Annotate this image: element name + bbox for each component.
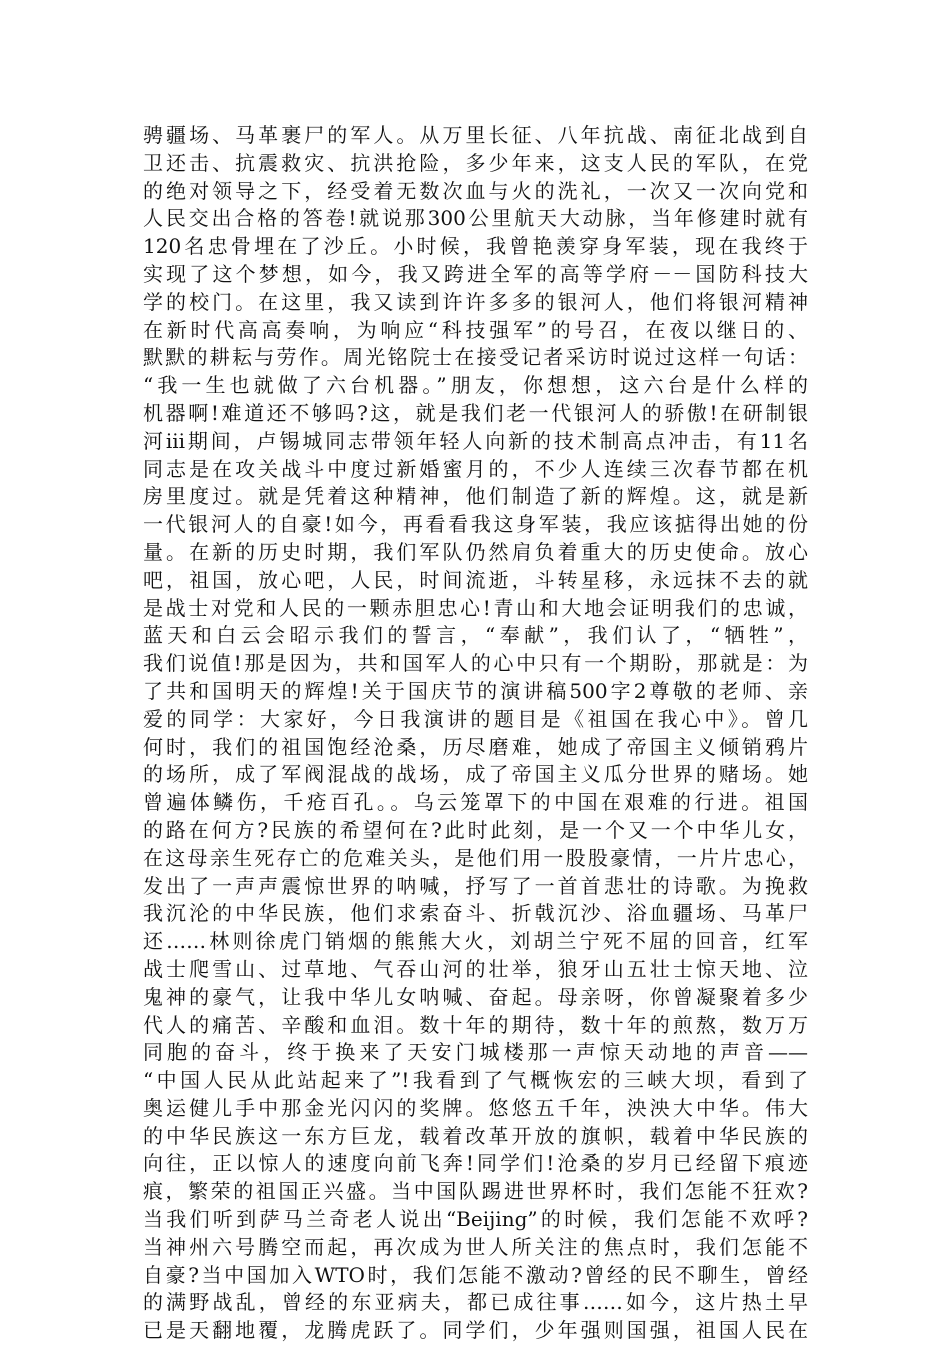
text-line: 奥运健儿手中那金光闪闪的奖牌。悠悠五千年，泱泱大中华。伟大 [143, 1095, 808, 1120]
text-line: 的绝对领导之下，经受着无数次血与火的洗礼，一次又一次向党和 [143, 178, 808, 203]
text-line: 河iii期间，卢锡城同志带领年轻人向新的技术制高点冲击，有11名 [143, 428, 808, 453]
text-line: 的场所，成了军阀混战的战场，成了帝国主义瓜分世界的赌场。她 [143, 762, 808, 787]
text-line: 一代银河人的自豪!如今，再看看我这身军装，我应该掂得出她的份 [143, 512, 808, 537]
text-line: 还……林则徐虎门销烟的熊熊大火，刘胡兰宁死不屈的回音，红军 [143, 929, 808, 954]
text-line: 实现了这个梦想，如今，我又跨进全军的高等学府－－国防科技大 [143, 261, 808, 286]
text-line: 战士爬雪山、过草地、气吞山河的壮举，狼牙山五壮士惊天地、泣 [143, 956, 808, 981]
text-line: 代人的痛苦、辛酸和血泪。数十年的期待，数十年的煎熬，数万万 [143, 1012, 808, 1037]
text-line: 在这母亲生死存亡的危难关头，是他们用一股股豪情，一片片忠心， [143, 845, 808, 870]
text-line: 的路在何方?民族的希望何在?此时此刻，是一个又一个中华儿女， [143, 817, 808, 842]
text-line: 同胞的奋斗，终于换来了天安门城楼那一声惊天动地的声音—— [143, 1040, 808, 1065]
text-line: 爱的同学：大家好，今日我演讲的题目是《祖国在我心中》。曾几 [143, 706, 808, 731]
text-line: 曾遍体鳞伤，千疮百孔。。乌云笼罩下的中国在艰难的行进。祖国 [143, 790, 808, 815]
text-line: 当神州六号腾空而起，再次成为世人所关注的焦点时，我们怎能不 [143, 1234, 808, 1259]
text-line: 向往，正以惊人的速度向前飞奔!同学们!沧桑的岁月已经留下痕迹 [143, 1151, 808, 1176]
text-line: 房里度过。就是凭着这种精神，他们制造了新的辉煌。这，就是新 [143, 484, 808, 509]
text-line: 鬼神的豪气，让我中华儿女呐喊、奋起。母亲呀，你曾凝聚着多少 [143, 984, 808, 1009]
text-line: 人民交出合格的答卷!就说那300公里航天大动脉，当年修建时就有 [143, 206, 808, 231]
body-text [143, 122, 808, 1345]
text-line: 同志是在攻关战斗中度过新婚蜜月的，不少人连续三次春节都在机 [143, 456, 808, 481]
text-line: 我沉沦的中华民族，他们求索奋斗、折戟沉沙、浴血疆场、马革尸 [143, 901, 808, 926]
text-line: 机器啊!难道还不够吗?这，就是我们老一代银河人的骄傲!在研制银 [143, 400, 808, 425]
text-line: 默默的耕耘与劳作。周光铭院士在接受记者采访时说过这样一句话： [143, 345, 808, 370]
text-line: 已是天翻地覆，龙腾虎跃了。同学们，少年强则国强，祖国人民在 [143, 1318, 808, 1343]
text-line: 自豪?当中国加入WTO时，我们怎能不激动?曾经的民不聊生，曾经 [143, 1262, 808, 1287]
text-line: 痕，繁荣的祖国正兴盛。当中国队踢进世界杯时，我们怎能不狂欢? [143, 1179, 808, 1204]
text-line: 120名忠骨埋在了沙丘。小时候，我曾艳羡穿身军装，现在我终于 [143, 234, 808, 259]
text-line: 当我们听到萨马兰奇老人说出“Beijing”的时候，我们怎能不欢呼? [143, 1207, 808, 1232]
text-line: 学的校门。在这里，我又读到许许多多的银河人，他们将银河精神 [143, 289, 808, 314]
text-line: 发出了一声声震惊世界的呐喊，抒写了一首首悲壮的诗歌。为挽救 [143, 873, 808, 898]
text-line: 的中华民族这一东方巨龙，载着改革开放的旗帜，载着中华民族的 [143, 1123, 808, 1148]
text-line: 了共和国明天的辉煌!关于国庆节的演讲稿500字2尊敬的老师、亲 [143, 678, 808, 703]
text-line: 卫还击、抗震救灾、抗洪抢险，多少年来，这支人民的军队，在党 [143, 150, 808, 175]
text-line: 我们说值!那是因为，共和国军人的心中只有一个期盼，那就是：为 [143, 651, 808, 676]
text-line: 是战士对党和人民的一颗赤胆忠心!青山和大地会证明我们的忠诚， [143, 595, 808, 620]
text-line: 在新时代高高奏响，为响应“科技强军”的号召，在夜以继日的、 [143, 317, 808, 342]
text-line: “我一生也就做了六台机器。”朋友，你想想，这六台是什么样的 [143, 373, 808, 398]
text-line: “中国人民从此站起来了”!我看到了气概恢宏的三峡大坝，看到了 [143, 1068, 808, 1093]
text-line: 蓝天和白云会昭示我们的誓言，“奉献”，我们认了，“牺牲”， [143, 623, 808, 648]
text-line: 吧，祖国，放心吧，人民，时间流逝，斗转星移，永远抹不去的就 [143, 567, 808, 592]
text-line: 的满野战乱，曾经的东亚病夫，都已成往事……如今，这片热土早 [143, 1290, 808, 1315]
text-line: 骋疆场、马革裹尸的军人。从万里长征、八年抗战、南征北战到自 [143, 123, 808, 147]
text-line: 何时，我们的祖国饱经沧桑，历尽磨难，她成了帝国主义倾销鸦片 [143, 734, 808, 759]
text-line: 量。在新的历史时期，我们军队仍然肩负着重大的历史使命。放心 [143, 539, 808, 564]
